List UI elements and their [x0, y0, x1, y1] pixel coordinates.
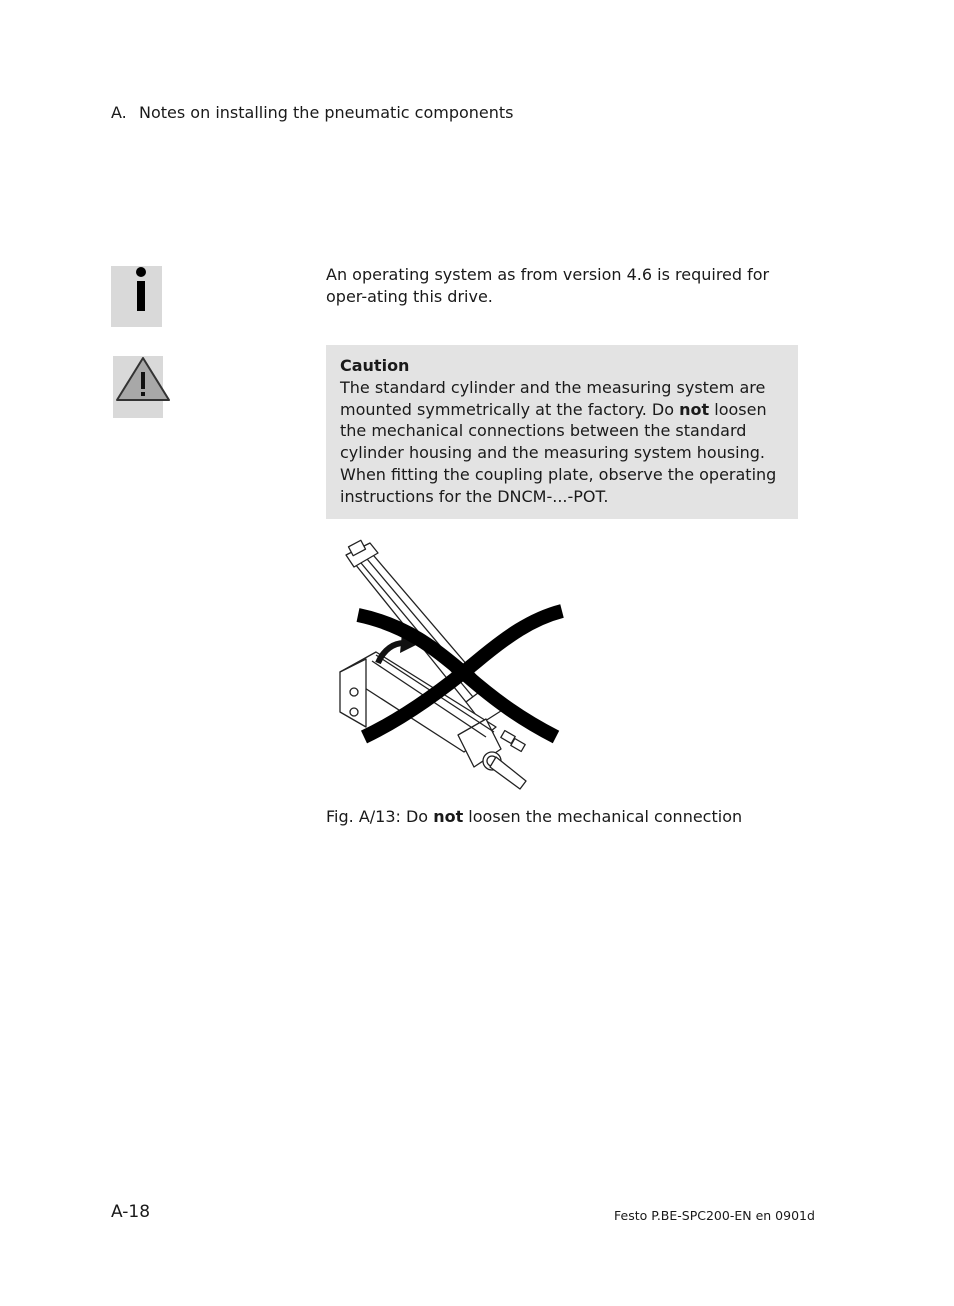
document-id: Festo P.BE-SPC200-EN en 0901d: [614, 1208, 815, 1223]
caution-title: Caution: [340, 356, 410, 375]
page-number: A-18: [111, 1202, 151, 1222]
caution-emphasis: not: [679, 399, 710, 419]
warning-icon: [113, 356, 163, 418]
figure-caption: [326, 807, 742, 826]
section-number: A.: [111, 103, 127, 122]
caution-text-part-1: The standard cylinder and the measuring system are mounted symmetrically at the factory. Do: [340, 377, 766, 419]
section-header: [111, 103, 514, 122]
caution-box: [326, 345, 798, 519]
info-note-text: An operating system as from version 4.6 is required for oper-ating this drive.: [326, 265, 770, 306]
info-icon: [111, 266, 162, 327]
caption-emphasis: not: [433, 807, 464, 826]
caution-text-part-2: loosen the mechanical connections between the standard cylinder housing and the measuring system housing. When fitting the coupling plate, observe the operating instructions for the DNCM-...-POT.: [340, 399, 777, 506]
caption-prefix: Fig. A/13: Do: [326, 807, 434, 826]
caption-suffix: loosen the mechanical connection: [463, 807, 743, 826]
caution-text: [340, 377, 784, 508]
cylinder-illustration: [326, 537, 576, 793]
section-title: Notes on installing the pneumatic components: [139, 103, 514, 122]
